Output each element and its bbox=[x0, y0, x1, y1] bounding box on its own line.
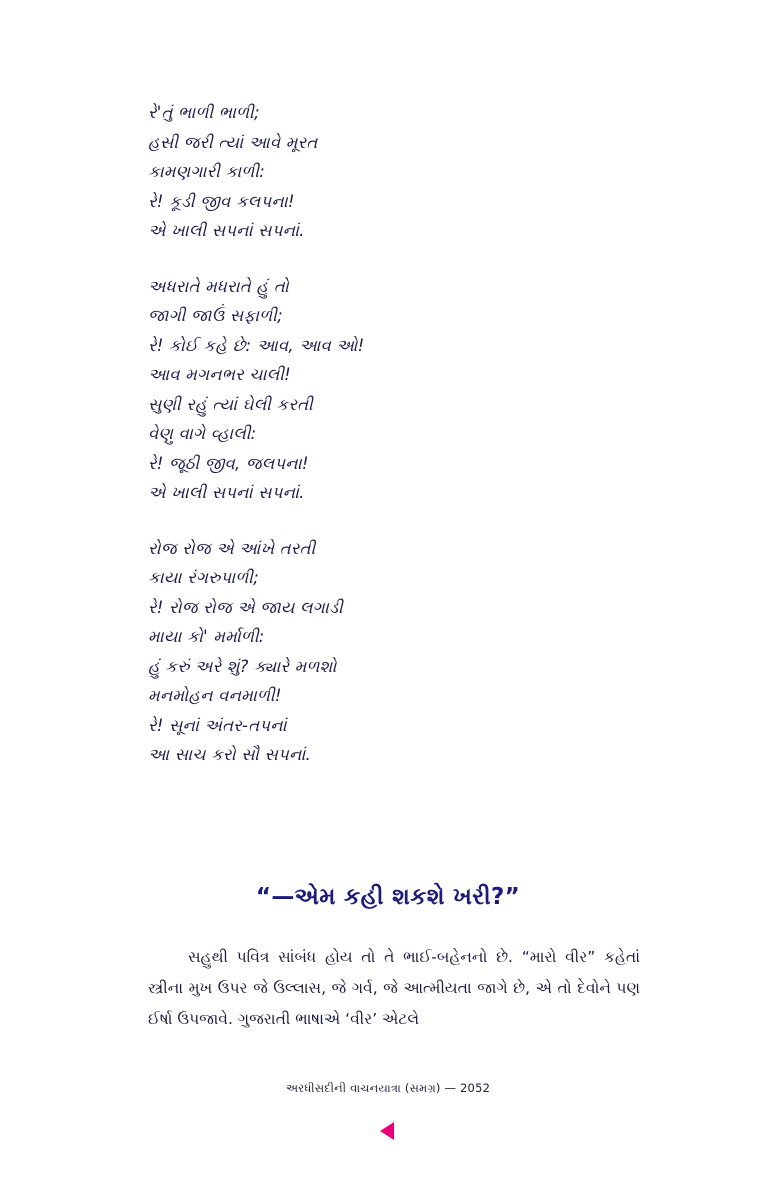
section-heading: “—એમ કહી શકશે ખરી?” bbox=[255, 884, 521, 910]
poem-line: અધરાતે મધરાતે હું તો bbox=[148, 276, 290, 296]
poem-line: આવ મગનભર ચાલી! bbox=[148, 365, 291, 384]
poem-stanza bbox=[148, 98, 618, 246]
poem-line: કામણગારી કાળી: bbox=[148, 162, 265, 181]
poem-line: કાયા રંગરુપાળી; bbox=[148, 568, 259, 587]
poem-line: રે! કૂડી જીવ કલપના! bbox=[148, 191, 295, 211]
poem-line: રે! રોજ રોજ એ જાય લગાડી bbox=[148, 597, 343, 617]
poem-line: રે! જૂઠી જીવ, જલપના! bbox=[148, 453, 309, 473]
poem-line: હું કરું અરે શું? ક્યારે મળશો bbox=[148, 656, 337, 676]
poem-line: રે! સૂનાં અંતર-તપનાં bbox=[148, 715, 287, 735]
poem-line: રોજ રોજ એ આંખે તરતી bbox=[148, 538, 316, 558]
body-paragraph: સહુથી પવિત્ર સાંબંધ હોય તો તે ભાઈ-બહેનનો છે. “મારો વીર” કહેતાં સ્ત્રીના મુખ ઉપર જે ઉલ્લાસ, જે ગર્વ, જે આત્મીયતા જાગે છે, એ તો દેવોને પણ ઈર્ષા ઉપજાવે. ગુજરાતી ભાષાએ ‘વીર’ એટલે bbox=[148, 948, 640, 1028]
poem-line: વેણુ વાગે વ્હાલી: bbox=[148, 424, 257, 443]
poem-line: એ ખાલી સપનાં સપનાં. bbox=[148, 483, 305, 502]
poem-line: સુણી રહું ત્યાં ઘેલી કરતી bbox=[148, 394, 313, 414]
poem-line: મનમોહન વનમાળી! bbox=[148, 686, 282, 705]
poem-stanza bbox=[148, 534, 618, 770]
poem-line: રે! કોઈ કહે છે: આવ, આવ ઓ! bbox=[148, 335, 365, 355]
poem-stanza bbox=[148, 272, 618, 508]
poem-line: એ ખાલી સપનાં સપનાં. bbox=[148, 221, 305, 240]
poem-line: જાગી જાઉં સફાળી; bbox=[148, 306, 283, 325]
footer-citation: અરધીસદીની વાચનયાત્રા (સમગ્ર) — 2052 bbox=[285, 1081, 491, 1095]
poem-block bbox=[148, 98, 618, 770]
poem-line: રે'તું ભાળી ભાળી; bbox=[148, 103, 260, 122]
poem-line: આ સાચ કરો સૌ સપનાં. bbox=[148, 745, 311, 764]
triangle-left-icon[interactable] bbox=[374, 1118, 402, 1144]
poem-line: હસી જરી ત્યાં આવે મૂરત bbox=[148, 132, 318, 152]
poem-line: માયા કો' મર્માળી: bbox=[148, 627, 265, 646]
